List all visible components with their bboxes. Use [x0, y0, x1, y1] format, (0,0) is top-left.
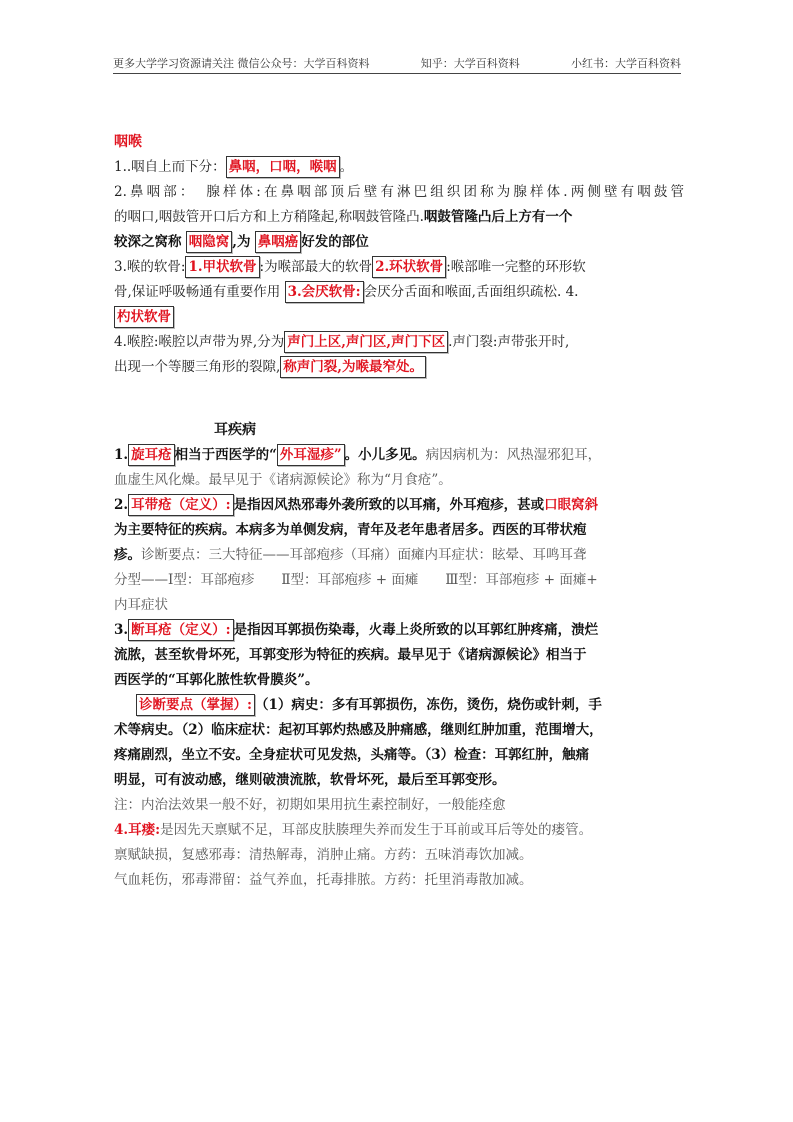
bold-text: 是指因耳郭损伤染毒，火毒上炎所致的以耳郭红肿疼痛，溃烂: [233, 622, 599, 638]
text: 出现一个等腰三角形的裂隙,: [114, 359, 281, 375]
bold-text: 3.: [114, 622, 129, 638]
page-header: [113, 55, 681, 71]
para-nasopharynx-2: [114, 205, 684, 230]
bold-text: 。小儿多见。: [344, 447, 426, 463]
para-herpes-2: 为主要特征的疾病。本病多为单侧发病，青年及老年患者居多。西医的耳带状疱: [114, 522, 587, 538]
bold-text: 较深之窝称: [114, 234, 182, 250]
para-herpes-types-2: 内耳症状: [114, 597, 168, 613]
header-xiaohongshu: 小红书：大学百科资料: [571, 57, 681, 70]
bold-text: （1）病史：多有耳郭损伤，冻伤，烫伤，烧伤或针刺，手: [254, 697, 602, 713]
para-larynx-cartilage-3: [114, 305, 684, 330]
para-nasopharynx: 2.鼻咽部： 腺样体:在鼻咽部顶后壁有淋巴组织团称为腺样体.两侧壁有咽鼓管: [114, 184, 684, 200]
highlight-box: 外耳湿疹”: [277, 444, 345, 466]
para-eczema: [114, 443, 684, 468]
header-wechat: 更多大学学习资源请关注 微信公众号：大学百科资料: [113, 57, 370, 70]
para-note: 注：内治法效果一般不好，初期如果用抗生素控制好，一般能痊愈: [114, 797, 506, 813]
para-diagnosis-4: 明显，可有波动感，继则破溃流脓，软骨坏死，最后至耳郭变形。: [114, 772, 506, 788]
highlight-box: 断耳疮（定义）:: [128, 619, 233, 641]
text: 1..咽自上而下分：: [114, 159, 226, 175]
highlight-box: 杓状软骨: [114, 306, 174, 328]
highlight-box: 鼻咽，口咽，喉咽: [226, 156, 340, 178]
para-fistula-3: 气血耗伤，邪毒滞留：益气养血，托毒排脓。方药：托里消毒散加减。: [114, 872, 533, 888]
para-nasopharynx-3: [114, 230, 684, 255]
para-diagnosis: [114, 693, 684, 718]
text: 的咽口,咽鼓管开口后方和上方稍隆起,称咽鼓管隆凸.: [114, 209, 424, 225]
para-eczema-2: 血虚生风化燥。最早见于《诸病源候论》称为“月食疮”。: [114, 472, 452, 488]
text: 会厌分舌面和喉面,舌面组织疏松.: [363, 284, 562, 300]
text: .声门裂:声带张开时,: [448, 334, 570, 350]
bold-text: 2.: [114, 497, 129, 513]
red-text: 4.耳瘘:: [114, 822, 161, 838]
bold-text: 相当于西医学的“: [174, 447, 277, 463]
bold-text: 是指因风热邪毒外袭所致的以耳痛，外耳疱疹，甚或: [233, 497, 545, 513]
bold-text: 疹。: [114, 547, 141, 563]
para-auricle: [114, 618, 684, 643]
text: 诊断要点：三大特征——耳部疱疹（耳痛）面瘫内耳症状：眩晕、耳鸣耳聋: [141, 547, 587, 563]
highlight-box: 声门上区,声门区,声门下区: [284, 331, 448, 353]
para-fistula: [114, 818, 684, 843]
text: 骨,保证呼吸畅通有重要作用: [114, 284, 281, 300]
para-fistula-2: 禀赋缺损，复感邪毒：清热解毒，消肿止痛。方药：五味消毒饮加减。: [114, 847, 533, 863]
document-body: [114, 130, 684, 893]
highlight-box: 鼻咽癌: [255, 231, 302, 253]
text: 4.: [565, 284, 579, 300]
highlight-box: 旋耳疮: [128, 444, 175, 466]
bold-text: ,为: [232, 234, 251, 250]
text: 4.喉腔:喉腔以声带为界,分为: [114, 334, 285, 350]
highlight-box: 1.甲状软骨: [185, 256, 259, 278]
spacer: [114, 380, 684, 418]
para-herpes-types: 分型——Ⅰ型：耳部疱疹 Ⅱ型：耳部疱疹 + 面瘫 Ⅲ型：耳部疱疹 + 面瘫+: [114, 572, 598, 588]
text: 3.喉的软骨:: [114, 259, 186, 275]
para-auricle-2: 流脓，甚至软骨坏死，耳郭变形为特征的疾病。最早见于《诸病源候论》相当于: [114, 647, 587, 663]
highlight-box: 2.环状软骨: [372, 256, 446, 278]
header-rule: [113, 73, 681, 74]
section-title-ear: 耳疾病: [214, 422, 256, 438]
text: :喉部唯一完整的环形软: [446, 259, 586, 275]
highlight-box: 称声门裂,为喉最窄处。: [280, 356, 426, 378]
text: 病因病机为：风热湿邪犯耳，: [425, 447, 602, 463]
highlight-box: 诊断要点（掌握）:: [136, 694, 255, 716]
text: 。: [339, 159, 354, 175]
para-diagnosis-2: 术等病史。（2）临床症状：起初耳郭灼热感及肿痛感，继则红肿加重，范围增大，: [114, 722, 603, 738]
bold-text: 咽鼓管隆凸后上方有一个: [423, 209, 573, 225]
para-pharynx-divisions: [114, 155, 684, 180]
header-zhihu: 知乎：大学百科资料: [420, 57, 520, 70]
para-larynx-cartilage-2: [114, 280, 684, 305]
highlight-box: 耳带疮（定义）:: [128, 494, 233, 516]
text: :为喉部最大的软骨: [259, 259, 373, 275]
para-larynx-cartilage: [114, 255, 684, 280]
highlight-box: 咽隐窝: [186, 231, 233, 253]
section-title-pharynx: 咽喉: [114, 134, 142, 150]
bold-text: 好发的部位: [301, 234, 369, 250]
highlight-box: 3.会厌软骨:: [285, 281, 364, 303]
para-herpes-3: [114, 543, 684, 568]
para-herpes: [114, 493, 684, 518]
para-laryngeal-cavity: [114, 330, 684, 355]
text: 是因先天禀赋不足，耳部皮肤腠理失养而发生于耳前或耳后等处的瘘管。: [160, 822, 593, 838]
para-auricle-3: 西医学的“耳郭化脓性软骨膜炎”。: [114, 672, 319, 688]
para-diagnosis-3: 疼痛剧烈，坐立不安。全身症状可见发热，头痛等。（3）检查：耳郭红肿，触痛: [114, 747, 590, 763]
bold-text: 1.: [114, 447, 129, 463]
red-text: 口眼窝斜: [544, 497, 599, 513]
para-laryngeal-cavity-2: [114, 355, 684, 380]
